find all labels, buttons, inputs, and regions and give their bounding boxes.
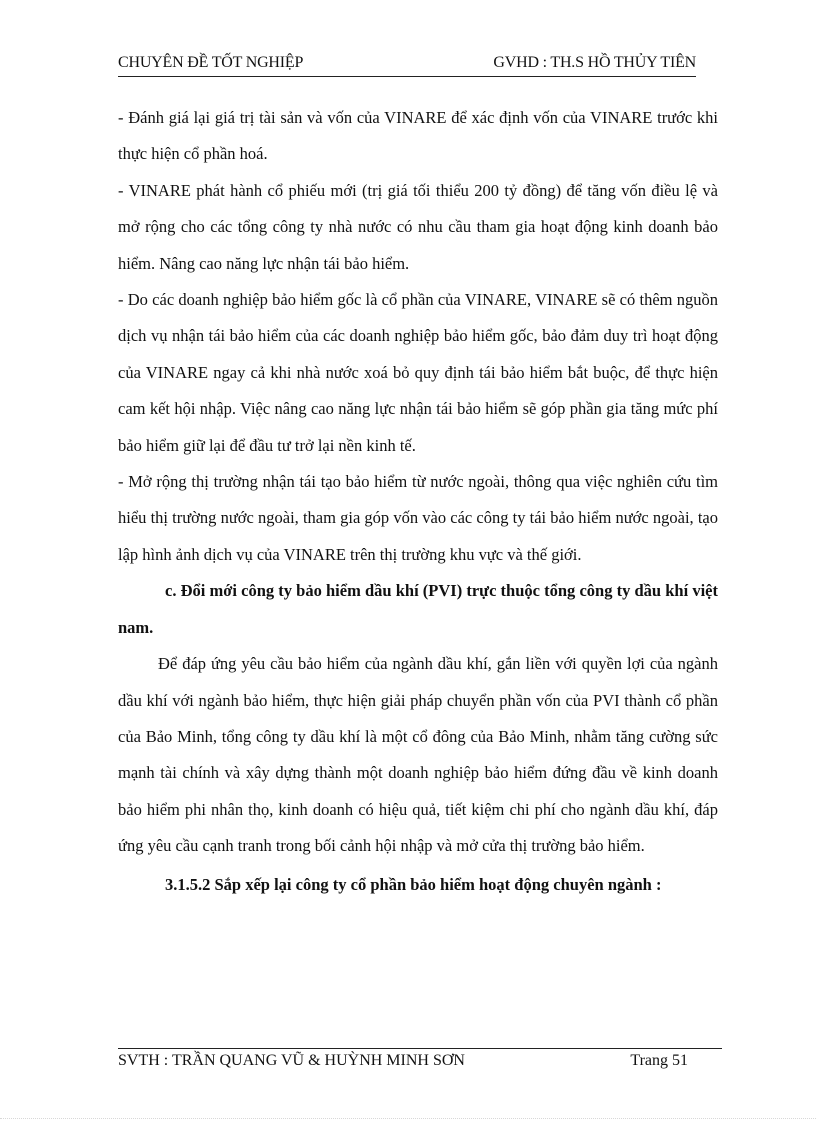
- bullet-paragraph: - Đánh giá lại giá trị tài sản và vốn của VINARE để xác định vốn của VINARE trước khi thực hiện cổ phần hoá.: [118, 108, 718, 164]
- header-advisor: GVHD : TH.S HỒ THỦY TIÊN: [493, 54, 696, 71]
- header-title: CHUYÊN ĐỀ TỐT NGHIỆP: [118, 54, 304, 71]
- bullet-paragraph: - Mở rộng thị trường nhận tái tạo bảo hiểm từ nước ngoài, thông qua việc nghiên cứu tìm hiểu thị trường nước ngoài, tham gia góp vốn vào các công ty tái bảo hiểm nước ngoài, tạo lập hình ảnh dịch vụ của VINARE trên thị trường khu vực và thế giới.: [118, 472, 718, 564]
- section-c-body: Để đáp ứng yêu cầu bảo hiểm của ngành dầu khí, gắn liền với quyền lợi của ngành dầu khí với ngành bảo hiểm, thực hiện giải pháp chuyển phần vốn của PVI thành cổ phần của Bảo Minh, tổng công ty dầu khí là một cổ đông của Bảo Minh, nhằm tăng cường sức mạnh tài chính và xây dựng thành một doanh nghiệp bảo hiểm đứng đầu về kinh doanh bảo hiểm phi nhân thọ, kinh doanh có hiệu quả, tiết kiệm chi phí cho ngành dầu khí, đáp ứng yêu cầu cạnh tranh trong bối cảnh hội nhập và mở cửa thị trường bảo hiểm.: [118, 654, 718, 856]
- page-number: Trang 51: [630, 1052, 688, 1069]
- footer-authors: SVTH : TRẦN QUANG VŨ & HUỲNH MINH SƠN: [118, 1052, 465, 1069]
- bullet-paragraph: - VINARE phát hành cổ phiếu mới (trị giá tối thiểu 200 tỷ đồng) để tăng vốn điều lệ và mở rộng cho các tổng công ty nhà nước có nhu cầu tham gia hoạt động kinh doanh bảo hiểm. Nâng cao năng lực nhận tái bảo hiểm.: [118, 180, 718, 273]
- section-c-heading: c. Đổi mới công ty bảo hiểm dầu khí (PVI) trực thuộc tổng công ty dầu khí việt nam.: [118, 581, 718, 637]
- page-body: [118, 100, 718, 903]
- section-3152-heading: 3.1.5.2 Sắp xếp lại công ty cổ phần bảo hiểm hoạt động chuyên ngành :: [165, 874, 662, 894]
- page-edge-divider: [0, 1118, 816, 1119]
- page-header: [118, 52, 696, 77]
- page-footer: [118, 1048, 722, 1075]
- bullet-paragraph: - Do các doanh nghiệp bảo hiểm gốc là cổ phần của VINARE, VINARE sẽ có thêm nguồn dịch vụ nhận tái bảo hiểm của các doanh nghiệp bảo hiểm gốc, bảo đảm duy trì hoạt động của VINARE ngay cả khi nhà nước xoá bỏ quy định tái bảo hiểm bắt buộc, để thực hiện cam kết hội nhập. Việc nâng cao năng lực nhận tái bảo hiểm sẽ góp phần gia tăng mức phí bảo hiểm giữ lại để đầu tư trở lại nền kinh tế.: [118, 290, 718, 455]
